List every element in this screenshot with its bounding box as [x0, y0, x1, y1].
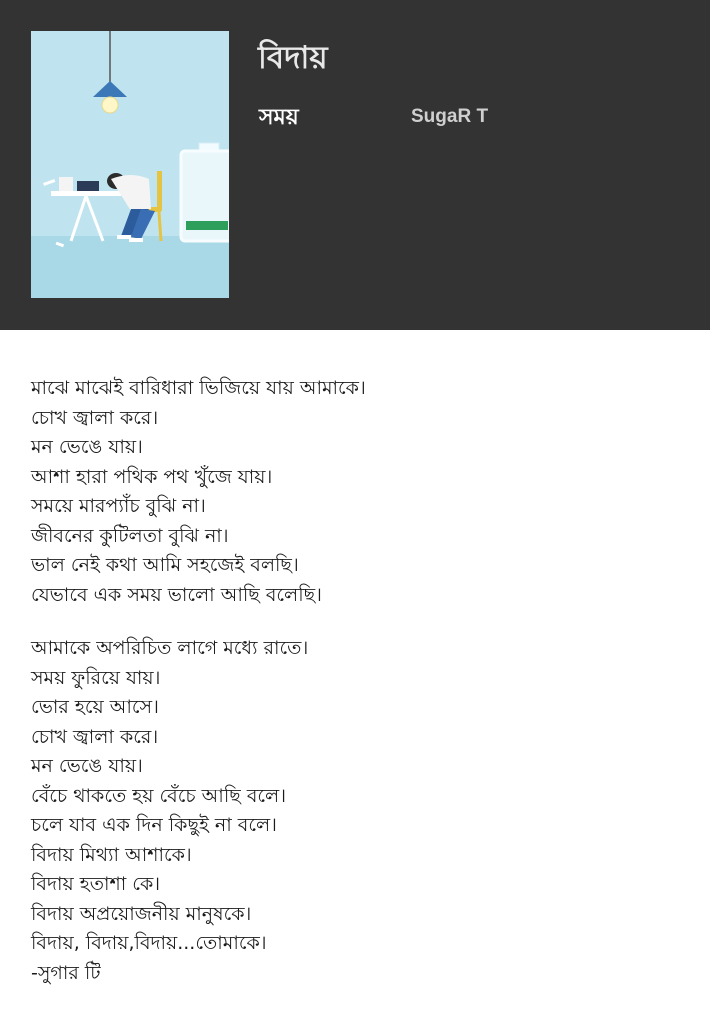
story-cover-image[interactable]	[31, 31, 229, 298]
poem-line: সময় ফুরিয়ে যায়।	[31, 666, 161, 689]
poem-line: মন ভেঙে যায়।	[31, 755, 143, 777]
poem-text	[31, 374, 691, 1012]
poem-line: যেভাবে এক সময় ভালো আছি বলেছি।	[31, 583, 322, 606]
poem-signature: -সুগার টি	[31, 961, 101, 984]
poem-line: বেঁচে থাকতে হয় বেঁচে আছি বলে।	[31, 784, 286, 807]
zigzag-divider	[0, 318, 710, 344]
poem-line: চলে যাব এক দিন কিছুই না বলে।	[31, 814, 277, 836]
poem-line: চোখ জ্বালা করে।	[31, 406, 159, 429]
poem-line: বিদায় হতাশা কে।	[31, 873, 161, 895]
poem-line: বিদায় অপ্রয়োজনীয় মানুষকে।	[31, 902, 252, 925]
story-title: বিদায়	[258, 40, 328, 76]
poem-line: জীবনের কুটিলতা বুঝি না।	[31, 524, 229, 547]
poem-line: মাঝে মাঝেই বারিধারা ভিজিয়ে যায় আমাকে।	[31, 377, 366, 399]
poem-line: ভাল নেই কথা আমি সহজেই বলছি।	[31, 554, 299, 576]
poem-line: আমাকে অপরিচিত লাগে মধ্যে রাতে।	[31, 637, 309, 659]
poem-stanza-1	[31, 374, 691, 610]
poem-stanza-2	[31, 634, 691, 988]
author-name[interactable]: SugaR T	[411, 106, 489, 127]
story-header	[0, 0, 710, 330]
poem-line: বিদায়, বিদায়,বিদায়...তোমাকে।	[31, 932, 267, 954]
poem-line: সময়ে মারপ্যাঁচ বুঝি না।	[31, 495, 206, 517]
battery-icon	[181, 143, 229, 241]
poem-line: চোখ জ্বালা করে।	[31, 725, 159, 748]
poem-line: বিদায় মিথ্যা আশাকে।	[31, 843, 192, 866]
poem-line: আশা হারা পথিক পথ খুঁজে যায়।	[31, 465, 273, 488]
poem-line: ভোর হয়ে আসে।	[31, 696, 159, 718]
poem-line: মন ভেঙে যায়।	[31, 436, 143, 458]
part-title: সময়	[259, 105, 299, 130]
